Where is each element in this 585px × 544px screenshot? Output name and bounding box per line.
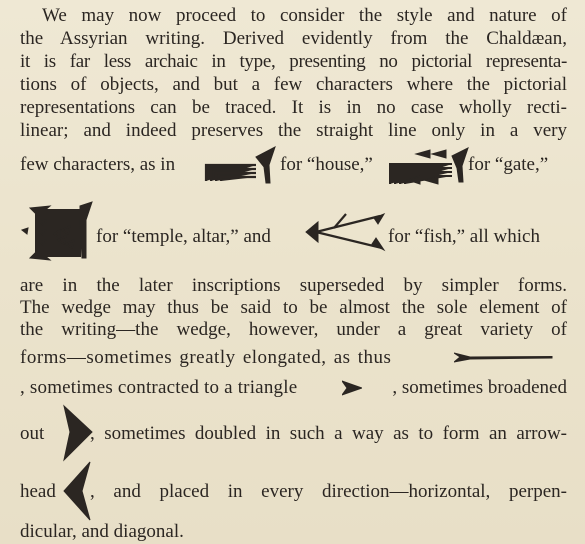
text-line-9: are in the later inscriptions superseded by simpler forms. [20, 275, 567, 296]
text-line-7c: for “gate,” [468, 154, 549, 175]
text-line-5: representations can be traced. It is in no case wholly recti- [20, 97, 567, 118]
text-line-8b: for “fish,” all which [388, 226, 540, 247]
elongated-wedge-icon [454, 350, 554, 364]
text-line-16: dicular, and diagonal. [20, 521, 184, 542]
text-line-6: linear; and indeed preserves the straight line only in a very [20, 120, 567, 141]
text-line-15b: , and placed in every direction—horizontal, perpen- [90, 481, 567, 502]
text-line-10: The wedge may thus be said to be almost the sole element of [20, 297, 567, 318]
text-line-13a: , sometimes contracted to a triangle [20, 377, 298, 398]
text-line-8a: for “temple, altar,” and [96, 226, 271, 247]
text-line-14b: , sometimes doubled in such a way as to form an arrow- [90, 423, 567, 444]
text-line-3: it is far less archaic in type, presenting no pictorial representa- [20, 51, 567, 72]
text-line-4: tions of objects, and but a few characters where the pictorial [20, 74, 567, 95]
text-line-1: We may now proceed to consider the style and nature of [42, 5, 567, 26]
fish-cuneiform-icon [304, 208, 386, 252]
text-line-7a: few characters, as in [20, 154, 176, 175]
text-line-14a: out [20, 423, 45, 444]
temple-altar-cuneiform-icon [14, 200, 94, 266]
text-line-2: the Assyrian writing. Derived evidently from the Chaldæan, [20, 28, 567, 49]
text-line-15a: head [20, 481, 56, 502]
text-line-7b: for “house,” [280, 154, 373, 175]
house-cuneiform-icon [200, 143, 278, 185]
text-line-13b: , sometimes broadened [392, 377, 567, 398]
arrowhead-wedge-icon [62, 460, 92, 522]
gate-cuneiform-icon [386, 144, 470, 186]
text-line-11: the writing—the wedge, however, under a great variety of [20, 319, 567, 340]
triangle-wedge-icon [342, 380, 362, 396]
text-line-12: forms—sometimes greatly elongated, as thus [20, 347, 392, 368]
